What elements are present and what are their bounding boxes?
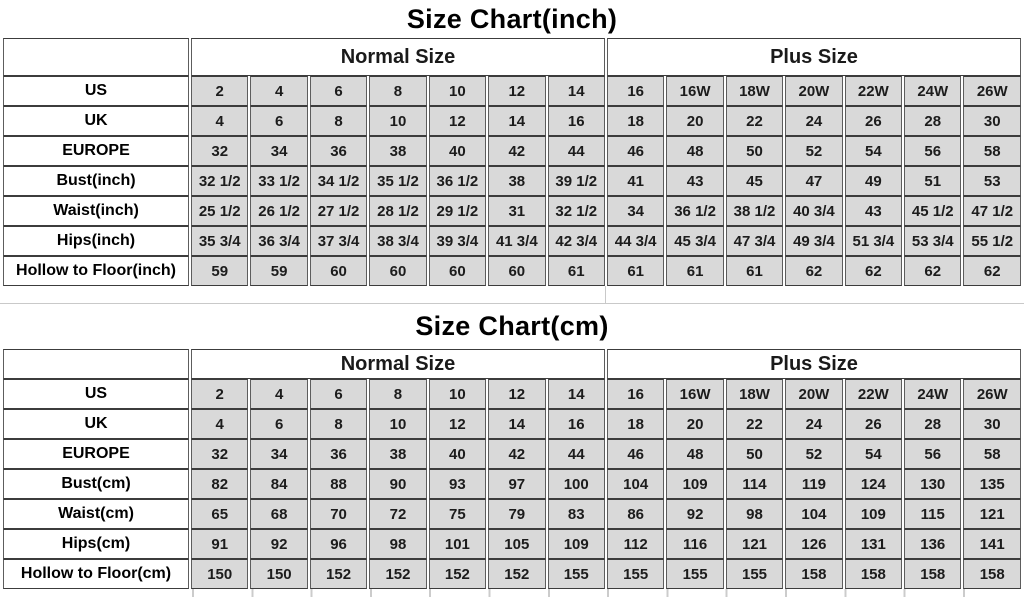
size-value-cell: 24 bbox=[785, 106, 842, 136]
size-value-cell: 14 bbox=[548, 76, 605, 106]
size-value-cell: 115 bbox=[904, 499, 961, 529]
size-value-cell: 45 1/2 bbox=[904, 196, 961, 226]
size-value-cell: 14 bbox=[488, 106, 545, 136]
row-label: Waist(cm) bbox=[3, 499, 189, 529]
size-value-cell: 45 3/4 bbox=[666, 226, 723, 256]
table-row bbox=[3, 136, 1021, 166]
size-value-cell: 62 bbox=[845, 256, 902, 286]
size-value-cell: 28 bbox=[904, 106, 961, 136]
size-value-cell: 109 bbox=[666, 469, 723, 499]
size-value-cell: 62 bbox=[963, 256, 1021, 286]
size-value-cell: 91 bbox=[191, 529, 248, 559]
size-value-cell: 109 bbox=[845, 499, 902, 529]
size-value-cell: 141 bbox=[963, 529, 1021, 559]
size-value-cell: 86 bbox=[607, 499, 664, 529]
size-value-cell: 20W bbox=[785, 76, 842, 106]
size-chart-cm-title bbox=[0, 304, 1024, 349]
size-value-cell: 28 bbox=[904, 409, 961, 439]
size-value-cell: 18 bbox=[607, 409, 664, 439]
size-value-cell: 36 1/2 bbox=[429, 166, 486, 196]
size-value-cell: 92 bbox=[250, 529, 307, 559]
size-value-cell: 8 bbox=[369, 76, 426, 106]
size-value-cell: 75 bbox=[429, 499, 486, 529]
size-value-cell: 48 bbox=[666, 136, 723, 166]
size-value-cell: 119 bbox=[785, 469, 842, 499]
size-value-cell: 121 bbox=[726, 529, 783, 559]
normal-size-header: Normal Size bbox=[191, 38, 605, 76]
size-value-cell: 61 bbox=[666, 256, 723, 286]
size-value-cell: 112 bbox=[607, 529, 664, 559]
size-value-cell: 36 bbox=[310, 136, 367, 166]
row-label: Hips(inch) bbox=[3, 226, 189, 256]
size-value-cell: 46 bbox=[607, 136, 664, 166]
size-value-cell: 2 bbox=[191, 76, 248, 106]
row-label: UK bbox=[3, 409, 189, 439]
size-value-cell: 39 1/2 bbox=[548, 166, 605, 196]
table-row bbox=[3, 559, 1021, 589]
size-value-cell: 10 bbox=[429, 379, 486, 409]
size-value-cell: 26 1/2 bbox=[250, 196, 307, 226]
size-value-cell: 48 bbox=[666, 439, 723, 469]
size-value-cell: 14 bbox=[548, 379, 605, 409]
size-value-cell: 36 bbox=[310, 439, 367, 469]
size-value-cell: 20 bbox=[666, 409, 723, 439]
size-value-cell: 35 1/2 bbox=[369, 166, 426, 196]
size-value-cell: 100 bbox=[548, 469, 605, 499]
size-value-cell: 90 bbox=[369, 469, 426, 499]
size-value-cell: 32 bbox=[191, 439, 248, 469]
row-label: EUROPE bbox=[3, 439, 189, 469]
size-value-cell: 93 bbox=[429, 469, 486, 499]
size-value-cell: 116 bbox=[666, 529, 723, 559]
size-value-cell: 35 3/4 bbox=[191, 226, 248, 256]
size-value-cell: 44 bbox=[548, 439, 605, 469]
size-value-cell: 51 3/4 bbox=[845, 226, 902, 256]
size-value-cell: 60 bbox=[488, 256, 545, 286]
size-value-cell: 84 bbox=[250, 469, 307, 499]
size-value-cell: 26W bbox=[963, 76, 1021, 106]
size-value-cell: 6 bbox=[310, 379, 367, 409]
size-value-cell: 38 bbox=[369, 439, 426, 469]
size-value-cell: 155 bbox=[548, 559, 605, 589]
size-value-cell: 18 bbox=[607, 106, 664, 136]
size-value-cell: 40 bbox=[429, 439, 486, 469]
size-value-cell: 6 bbox=[310, 76, 367, 106]
size-value-cell: 30 bbox=[963, 409, 1021, 439]
size-value-cell: 10 bbox=[369, 106, 426, 136]
size-value-cell: 38 bbox=[488, 166, 545, 196]
size-value-cell: 36 3/4 bbox=[250, 226, 307, 256]
plus-size-header: Plus Size bbox=[607, 38, 1021, 76]
row-label: Hollow to Floor(cm) bbox=[3, 559, 189, 589]
size-value-cell: 136 bbox=[904, 529, 961, 559]
size-value-cell: 38 bbox=[369, 136, 426, 166]
size-value-cell: 53 3/4 bbox=[904, 226, 961, 256]
size-value-cell: 34 bbox=[250, 136, 307, 166]
title-gap-band bbox=[0, 286, 1024, 349]
size-chart-cm-title-text: Size Chart(cm) bbox=[415, 311, 609, 341]
size-value-cell: 43 bbox=[845, 196, 902, 226]
size-value-cell: 54 bbox=[845, 439, 902, 469]
size-value-cell: 79 bbox=[488, 499, 545, 529]
size-value-cell: 82 bbox=[191, 469, 248, 499]
size-value-cell: 8 bbox=[310, 409, 367, 439]
size-value-cell: 6 bbox=[250, 106, 307, 136]
table-row bbox=[3, 379, 1021, 409]
size-value-cell: 59 bbox=[191, 256, 248, 286]
size-value-cell: 65 bbox=[191, 499, 248, 529]
size-value-cell: 97 bbox=[488, 469, 545, 499]
size-value-cell: 72 bbox=[369, 499, 426, 529]
size-value-cell: 18W bbox=[726, 379, 783, 409]
size-value-cell: 56 bbox=[904, 439, 961, 469]
size-value-cell: 44 bbox=[548, 136, 605, 166]
size-value-cell: 4 bbox=[191, 409, 248, 439]
size-value-cell: 36 1/2 bbox=[666, 196, 723, 226]
size-value-cell: 32 bbox=[191, 136, 248, 166]
size-value-cell: 28 1/2 bbox=[369, 196, 426, 226]
size-value-cell: 88 bbox=[310, 469, 367, 499]
row-label: US bbox=[3, 76, 189, 106]
size-value-cell: 26W bbox=[963, 379, 1021, 409]
size-value-cell: 83 bbox=[548, 499, 605, 529]
size-value-cell: 12 bbox=[429, 409, 486, 439]
row-label: Bust(cm) bbox=[3, 469, 189, 499]
size-value-cell: 16 bbox=[548, 106, 605, 136]
size-value-cell: 61 bbox=[726, 256, 783, 286]
size-value-cell: 59 bbox=[250, 256, 307, 286]
size-value-cell: 130 bbox=[904, 469, 961, 499]
table-row bbox=[3, 226, 1021, 256]
size-value-cell: 16W bbox=[666, 379, 723, 409]
gridline-stub bbox=[605, 286, 606, 303]
table-row bbox=[3, 469, 1021, 499]
size-value-cell: 158 bbox=[845, 559, 902, 589]
table-row bbox=[3, 439, 1021, 469]
size-value-cell: 14 bbox=[488, 409, 545, 439]
size-value-cell: 150 bbox=[191, 559, 248, 589]
size-value-cell: 32 1/2 bbox=[548, 196, 605, 226]
size-value-cell: 33 1/2 bbox=[250, 166, 307, 196]
size-value-cell: 24W bbox=[904, 379, 961, 409]
size-value-cell: 12 bbox=[488, 76, 545, 106]
size-value-cell: 12 bbox=[488, 379, 545, 409]
size-value-cell: 124 bbox=[845, 469, 902, 499]
row-label: Hips(cm) bbox=[3, 529, 189, 559]
size-value-cell: 34 1/2 bbox=[310, 166, 367, 196]
size-value-cell: 61 bbox=[548, 256, 605, 286]
size-value-cell: 16 bbox=[548, 409, 605, 439]
size-chart-inch-title-text: Size Chart(inch) bbox=[406, 3, 618, 34]
row-label: UK bbox=[3, 106, 189, 136]
size-value-cell: 52 bbox=[785, 439, 842, 469]
size-value-cell: 121 bbox=[963, 499, 1021, 529]
corner-cell bbox=[3, 349, 189, 379]
size-value-cell: 46 bbox=[607, 439, 664, 469]
group-header-row bbox=[3, 38, 1021, 76]
size-value-cell: 50 bbox=[726, 136, 783, 166]
size-value-cell: 152 bbox=[369, 559, 426, 589]
table-row bbox=[3, 499, 1021, 529]
size-value-cell: 37 3/4 bbox=[310, 226, 367, 256]
size-value-cell: 70 bbox=[310, 499, 367, 529]
size-value-cell: 152 bbox=[310, 559, 367, 589]
size-value-cell: 152 bbox=[429, 559, 486, 589]
size-value-cell: 49 bbox=[845, 166, 902, 196]
size-value-cell: 42 3/4 bbox=[548, 226, 605, 256]
table-row bbox=[3, 529, 1021, 559]
size-value-cell: 158 bbox=[963, 559, 1021, 589]
size-value-cell: 43 bbox=[666, 166, 723, 196]
size-value-cell: 38 1/2 bbox=[726, 196, 783, 226]
table-row bbox=[3, 166, 1021, 196]
size-value-cell: 34 bbox=[250, 439, 307, 469]
size-value-cell: 26 bbox=[845, 106, 902, 136]
size-value-cell: 6 bbox=[250, 409, 307, 439]
size-value-cell: 68 bbox=[250, 499, 307, 529]
table-row bbox=[3, 76, 1021, 106]
size-value-cell: 62 bbox=[904, 256, 961, 286]
size-value-cell: 47 1/2 bbox=[963, 196, 1021, 226]
size-value-cell: 12 bbox=[429, 106, 486, 136]
size-value-cell: 20W bbox=[785, 379, 842, 409]
size-value-cell: 104 bbox=[785, 499, 842, 529]
size-value-cell: 20 bbox=[666, 106, 723, 136]
size-value-cell: 41 3/4 bbox=[488, 226, 545, 256]
size-value-cell: 24 bbox=[785, 409, 842, 439]
table-row bbox=[3, 256, 1021, 286]
size-value-cell: 39 3/4 bbox=[429, 226, 486, 256]
size-value-cell: 40 3/4 bbox=[785, 196, 842, 226]
size-value-cell: 42 bbox=[488, 136, 545, 166]
size-value-cell: 62 bbox=[785, 256, 842, 286]
size-value-cell: 16 bbox=[607, 76, 664, 106]
size-value-cell: 8 bbox=[310, 106, 367, 136]
size-value-cell: 152 bbox=[488, 559, 545, 589]
corner-cell bbox=[3, 38, 189, 76]
size-value-cell: 22W bbox=[845, 379, 902, 409]
size-value-cell: 109 bbox=[548, 529, 605, 559]
size-value-cell: 155 bbox=[666, 559, 723, 589]
size-value-cell: 60 bbox=[369, 256, 426, 286]
size-value-cell: 16W bbox=[666, 76, 723, 106]
size-value-cell: 155 bbox=[607, 559, 664, 589]
size-value-cell: 10 bbox=[369, 409, 426, 439]
size-value-cell: 53 bbox=[963, 166, 1021, 196]
size-value-cell: 4 bbox=[191, 106, 248, 136]
size-value-cell: 22 bbox=[726, 106, 783, 136]
size-value-cell: 60 bbox=[429, 256, 486, 286]
size-value-cell: 52 bbox=[785, 136, 842, 166]
size-value-cell: 24W bbox=[904, 76, 961, 106]
size-value-cell: 49 3/4 bbox=[785, 226, 842, 256]
size-value-cell: 126 bbox=[785, 529, 842, 559]
size-chart-cm-table bbox=[1, 349, 1023, 589]
size-value-cell: 135 bbox=[963, 469, 1021, 499]
size-value-cell: 30 bbox=[963, 106, 1021, 136]
size-value-cell: 131 bbox=[845, 529, 902, 559]
table-row bbox=[3, 106, 1021, 136]
size-value-cell: 42 bbox=[488, 439, 545, 469]
size-value-cell: 51 bbox=[904, 166, 961, 196]
size-chart-inch-title bbox=[0, 0, 1024, 38]
size-value-cell: 18W bbox=[726, 76, 783, 106]
size-value-cell: 31 bbox=[488, 196, 545, 226]
size-value-cell: 54 bbox=[845, 136, 902, 166]
size-value-cell: 10 bbox=[429, 76, 486, 106]
size-value-cell: 101 bbox=[429, 529, 486, 559]
size-value-cell: 61 bbox=[607, 256, 664, 286]
size-value-cell: 55 1/2 bbox=[963, 226, 1021, 256]
row-label: Waist(inch) bbox=[3, 196, 189, 226]
size-value-cell: 2 bbox=[191, 379, 248, 409]
row-label: EUROPE bbox=[3, 136, 189, 166]
size-value-cell: 158 bbox=[785, 559, 842, 589]
table-row bbox=[3, 196, 1021, 226]
size-value-cell: 155 bbox=[726, 559, 783, 589]
size-value-cell: 27 1/2 bbox=[310, 196, 367, 226]
size-value-cell: 45 bbox=[726, 166, 783, 196]
row-label: Bust(inch) bbox=[3, 166, 189, 196]
size-value-cell: 58 bbox=[963, 439, 1021, 469]
group-header-row bbox=[3, 349, 1021, 379]
size-value-cell: 26 bbox=[845, 409, 902, 439]
size-value-cell: 98 bbox=[726, 499, 783, 529]
size-value-cell: 104 bbox=[607, 469, 664, 499]
size-value-cell: 50 bbox=[726, 439, 783, 469]
normal-size-header: Normal Size bbox=[191, 349, 605, 379]
size-value-cell: 41 bbox=[607, 166, 664, 196]
row-label: Hollow to Floor(inch) bbox=[3, 256, 189, 286]
size-value-cell: 40 bbox=[429, 136, 486, 166]
size-value-cell: 92 bbox=[666, 499, 723, 529]
size-value-cell: 22 bbox=[726, 409, 783, 439]
size-value-cell: 105 bbox=[488, 529, 545, 559]
size-value-cell: 56 bbox=[904, 136, 961, 166]
size-value-cell: 29 1/2 bbox=[429, 196, 486, 226]
partial-next-row-gridlines bbox=[192, 589, 1022, 597]
size-value-cell: 158 bbox=[904, 559, 961, 589]
size-value-cell: 34 bbox=[607, 196, 664, 226]
size-value-cell: 25 1/2 bbox=[191, 196, 248, 226]
size-value-cell: 22W bbox=[845, 76, 902, 106]
size-value-cell: 38 3/4 bbox=[369, 226, 426, 256]
plus-size-header: Plus Size bbox=[607, 349, 1021, 379]
size-value-cell: 47 bbox=[785, 166, 842, 196]
size-value-cell: 98 bbox=[369, 529, 426, 559]
size-value-cell: 32 1/2 bbox=[191, 166, 248, 196]
table-row bbox=[3, 409, 1021, 439]
size-value-cell: 4 bbox=[250, 379, 307, 409]
size-value-cell: 16 bbox=[607, 379, 664, 409]
size-value-cell: 96 bbox=[310, 529, 367, 559]
row-label: US bbox=[3, 379, 189, 409]
size-value-cell: 4 bbox=[250, 76, 307, 106]
size-value-cell: 58 bbox=[963, 136, 1021, 166]
size-chart-inch-table bbox=[1, 38, 1023, 286]
size-value-cell: 8 bbox=[369, 379, 426, 409]
size-value-cell: 114 bbox=[726, 469, 783, 499]
size-value-cell: 44 3/4 bbox=[607, 226, 664, 256]
size-value-cell: 47 3/4 bbox=[726, 226, 783, 256]
size-value-cell: 150 bbox=[250, 559, 307, 589]
size-value-cell: 60 bbox=[310, 256, 367, 286]
